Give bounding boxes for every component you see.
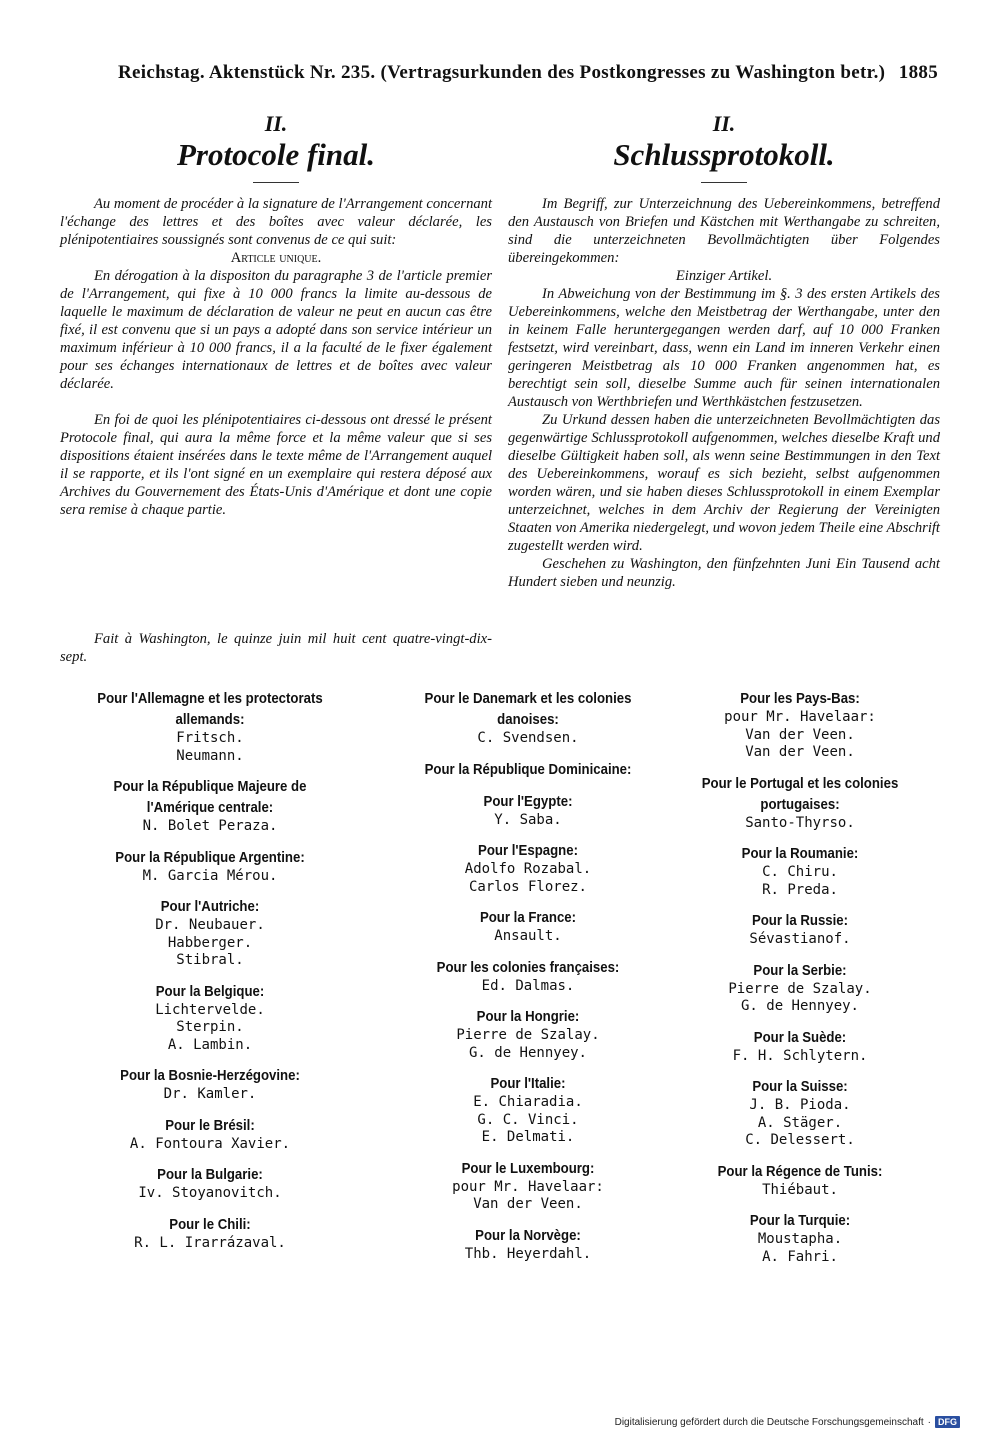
signatory-names: Santo-Thyrso. <box>745 814 855 831</box>
signature-block <box>650 960 950 1016</box>
signature-block <box>378 1006 678 1062</box>
signature-country: Pour la Roumanie: <box>741 845 859 862</box>
french-section-numeral: II. <box>264 111 288 136</box>
signatory-names: Y. Saba. <box>494 811 562 828</box>
running-head: Reichstag. Aktenstück Nr. 235. (Vertragsurkunden des Postkongresses zu Washington betr.) <box>118 62 886 83</box>
signature-country: Pour la République Dominicaine: <box>424 760 632 778</box>
signature-block <box>378 791 678 830</box>
signature-country: Pour la Norvège: <box>475 1226 581 1244</box>
footer-separator: · <box>927 1416 931 1428</box>
signatory-names: F. H. Schlytern. <box>732 1047 868 1064</box>
signature-block <box>60 688 360 765</box>
signature-block <box>378 759 678 780</box>
signatures-column-2 <box>378 688 678 1274</box>
signature-block <box>378 1158 678 1214</box>
signatory-names: J. B. Pioda. A. Stäger. C. Delessert. <box>745 1097 855 1148</box>
signature-block <box>60 776 360 836</box>
signatory-names: Thiébaut. <box>762 1181 838 1198</box>
signature-country: Pour les Pays-Bas: <box>740 690 860 707</box>
signature-country: Pour la Bosnie-Herzégovine: <box>120 1067 300 1084</box>
signature-block <box>650 1210 950 1266</box>
german-closing: Zu Urkund dessen haben die unterzeichneten Bevollmächtigten das gegenwärtige Schlussprotokoll aufgenommen, welches dieselbe Kraft und dieselbe Gültigkeit haben soll, als wenn seine Bestimmungen in den Text des Uebereinkommens, worauf es sich bezieht, selbst aufgenommen worden wären, und sie haben dieses Schlussprotokoll in einem Exemplar unterzeichnet, welches in dem Archiv der Regierung der Vereinigten Staaten von Amerika niedergelegt, und wovon jedem Theile eine Abschrift zugestellt werden wird. <box>508 412 940 554</box>
signatory-names: Dr. Kamler. <box>163 1086 257 1102</box>
page-footer <box>615 1415 960 1429</box>
french-column <box>60 111 493 665</box>
signature-country: Pour le Brésil: <box>165 1116 255 1134</box>
signature-country: Pour l'Egypte: <box>483 792 573 810</box>
signature-block <box>650 843 950 899</box>
signature-country: Pour la Suède: <box>753 1028 847 1046</box>
footer-credit: Digitalisierung gefördert durch die Deutsche Forschungsgemeinschaft <box>614 1416 924 1428</box>
german-column <box>508 112 940 591</box>
signature-country: Pour les colonies françaises: <box>436 958 620 976</box>
signatory-names: N. Bolet Peraza. <box>142 818 278 834</box>
signatory-names: Lichtervelde. Sterpin. A. Lambin. <box>155 1001 265 1053</box>
signature-block <box>60 1065 360 1104</box>
german-title: Schlussprotokoll. <box>613 137 835 172</box>
signature-country: Pour l'Espagne: <box>478 842 578 859</box>
signature-block <box>650 1027 950 1066</box>
signatory-names: Thb. Heyerdahl. <box>464 1245 592 1262</box>
german-date-line: Geschehen zu Washington, den fünfzehnten Juni Ein Tausend acht Hundert sieben und neunzig. <box>508 556 940 590</box>
german-article-body: In Abweichung von der Bestimmung im §. 3 des ersten Artikels des Uebereinkommens, welche den Meistbetrag der Werthangabe, unter den in keinem Falle heruntergegangen werden darf, auf 10 000 Franken festsetzt, wird vereinbart, dass, wenn ein Land im inneren Verkehr einen geringeren Meistbetrag als 10 000 Franken angenommen hat, es berechtigt sein soll, dieselbe Summe auch für seinen internationalen Austausch von Werthbriefen und Werthkästchen festzusetzen. <box>508 286 940 410</box>
german-article-heading: Einziger Artikel. <box>675 268 773 284</box>
signature-country: Pour le Danemark et les colonies danoises: <box>424 690 632 728</box>
signature-country: Pour l'Autriche: <box>160 898 260 915</box>
title-divider <box>253 182 299 183</box>
signature-country: Pour la République Majeure de l'Amérique centrale: <box>113 778 307 816</box>
signatory-names: C. Svendsen. <box>477 730 579 746</box>
signature-block <box>378 957 678 996</box>
signatory-names: Adolfo Rozabal. Carlos Florez. <box>464 861 592 895</box>
french-title: Protocole final. <box>176 137 376 172</box>
dfg-logo-icon: DFG <box>935 1416 960 1428</box>
signatory-names: C. Chiru. R. Preda. <box>762 864 838 898</box>
signature-country: Pour le Chili: <box>169 1215 251 1233</box>
signature-country: Pour l'Allemagne et les protectorats allemands: <box>97 690 323 728</box>
page-number: 1885 <box>898 62 938 83</box>
signatory-names: Fritsch. Neumann. <box>176 730 244 764</box>
signature-block <box>650 688 950 762</box>
signatory-names: Moustapha. A. Fahri. <box>757 1231 843 1265</box>
signatures-column-1 <box>60 688 360 1263</box>
signatory-names: pour Mr. Havelaar: Van der Veen. <box>452 1178 604 1212</box>
french-closing: En foi de quoi les plénipotentiaires ci-dessous ont dressé le présent Protocole final, qui aura la même force et la même valeur que si ses dispositions étaient insérées dans le texte même de l'Arrangement auquel il se rapporte, et ils l'ont signé en un exemplaire qui restera déposé aux Archives du Gouvernement des États-Unis d'Amérique et dont une copie sera remise à chaque partie. <box>60 412 492 518</box>
german-section-numeral: II. <box>712 111 736 136</box>
signature-block <box>378 907 678 946</box>
signature-block <box>378 1225 678 1264</box>
french-article-heading: Article unique. <box>230 250 322 266</box>
signature-block <box>378 1073 678 1147</box>
signatory-names: Pierre de Szalay. G. de Hennyey. <box>728 980 872 1014</box>
title-divider <box>701 182 747 183</box>
signatory-names: Pierre de Szalay. G. de Hennyey. <box>456 1027 600 1061</box>
signatory-names: Ansault. <box>494 928 562 944</box>
signatory-names: Sévastianof. <box>749 931 851 947</box>
signature-block <box>60 1164 360 1203</box>
signature-country: Pour l'Italie: <box>490 1075 566 1092</box>
signatory-names: E. Chiaradia. G. C. Vinci. E. Delmati. <box>473 1094 583 1145</box>
signature-block <box>60 896 360 970</box>
signatory-names: Dr. Neubauer. Habberger. Stibral. <box>155 917 265 968</box>
french-date-line: Fait à Washington, le quinze juin mil huit cent quatre-vingt-dix-sept. <box>60 631 492 665</box>
signature-block <box>650 1076 950 1150</box>
german-intro: Im Begriff, zur Unterzeichnung des Uebereinkommens, betreffend den Austausch von Briefen und Kästchen mit Werthangabe zu schreiten, sind die unterzeichneten Bevollmächtigten über Folgendes übereingekommen: <box>508 196 940 266</box>
signatory-names: Iv. Stoyanovitch. <box>138 1185 282 1201</box>
signature-country: Pour la République Argentine: <box>115 848 305 866</box>
signatory-names: A. Fontoura Xavier. <box>129 1135 291 1152</box>
signature-block <box>60 981 360 1055</box>
signature-block <box>650 1161 950 1200</box>
signature-block <box>378 840 678 896</box>
signatory-names: Ed. Dalmas. <box>481 977 575 994</box>
french-intro: Au moment de procéder à la signature de l'Arrangement concernant l'échange des lettres et des boîtes avec valeur déclarée, les plénipotentiaires soussignés sont convenus de ce qui suit: <box>60 196 493 248</box>
signature-country: Pour le Luxembourg: <box>461 1159 595 1177</box>
signatory-names: pour Mr. Havelaar: Van der Veen. Van der Veen. <box>724 709 876 760</box>
signature-country: Pour la France: <box>479 909 577 926</box>
page-header <box>118 62 938 88</box>
signature-block <box>650 773 950 833</box>
signature-block <box>378 688 678 748</box>
signature-country: Pour la Régence de Tunis: <box>717 1162 883 1180</box>
signature-block <box>60 847 360 886</box>
signature-country: Pour la Russie: <box>751 912 849 929</box>
signature-country: Pour la Belgique: <box>155 982 265 1000</box>
signatory-names: M. Garcia Mérou. <box>142 867 278 884</box>
signature-block <box>60 1214 360 1253</box>
french-article-body: En dérogation à la dispositon du paragraphe 3 de l'article premier de l'Arrangement, qui fixe à 10 000 francs la limite au-dessous de laquelle le maximum de déclaration de valeur ne peut en aucun cas être fixé, il est convenu que si un pays a adopté dans son service intérieur un maximum inférieur à 10 000 francs, il a la faculté de le fixer également pour ses échanges internationaux de lettres et de boîtes avec valeur déclarée. <box>60 268 492 392</box>
signature-country: Pour la Hongrie: <box>476 1008 580 1025</box>
signature-block <box>650 910 950 949</box>
signature-country: Pour le Portugal et les colonies portugaises: <box>701 774 899 813</box>
signature-country: Pour la Serbie: <box>753 961 847 979</box>
signature-block <box>60 1115 360 1154</box>
signature-country: Pour la Bulgarie: <box>157 1166 263 1183</box>
signatory-names: R. L. Irarrázaval. <box>134 1234 286 1251</box>
signature-country: Pour la Suisse: <box>752 1078 848 1095</box>
signatures-column-3 <box>650 688 950 1277</box>
signature-country: Pour la Turquie: <box>749 1212 851 1229</box>
